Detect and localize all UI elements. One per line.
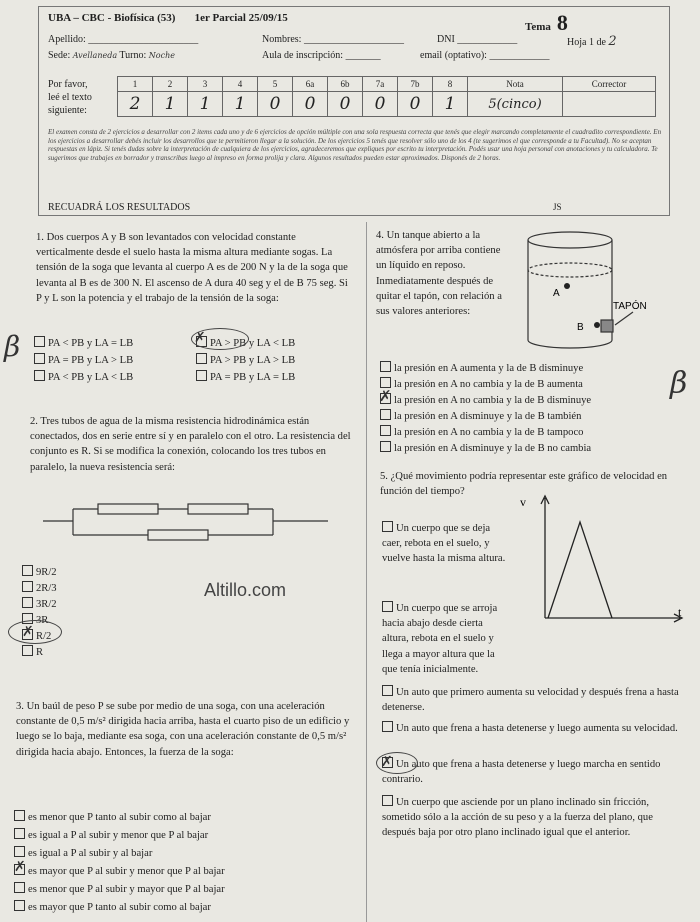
nombres-label: Nombres: ____________________ xyxy=(262,34,404,45)
q4-option-5[interactable]: la presión en A no cambia y la de B tampoco xyxy=(380,425,583,438)
velocity-time-graph xyxy=(510,490,690,630)
q4-option-1[interactable]: la presión en A aumenta y la de B disminuye xyxy=(380,361,583,374)
tank-diagram xyxy=(515,228,675,358)
q4-option-3[interactable]: la presión en A no cambia y la de B disminuye xyxy=(380,393,591,406)
q2-option-6[interactable]: R xyxy=(22,645,43,658)
q5-text: 5. ¿Qué movimiento podría representar este gráfico de velocidad en función del tiempo? xyxy=(380,471,668,498)
checkbox-icon xyxy=(382,795,393,806)
q5-option-1[interactable]: Un cuerpo que se deja caer, rebota en el suelo, y vuelve hasta la misma altura. xyxy=(382,523,506,565)
checkbox-icon xyxy=(14,810,25,821)
q3-option-5[interactable]: es menor que P al subir y mayor que P al bajar xyxy=(14,882,225,895)
answer-grid: 1 2 3 4 5 6a 6b 7a 7b 8 Nota Corrector 2 1 1 1 0 0 0 0 0 1 5(cinco) xyxy=(117,76,656,117)
q5-option-5[interactable]: Un auto que frena a hasta detenerse y luego marcha en sentido contrario. xyxy=(382,759,661,786)
q5-option-4[interactable]: Un auto que frena a hasta detenerse y luego aumenta su velocidad. xyxy=(382,721,682,736)
checkbox-icon xyxy=(22,597,33,608)
por-favor-note: Por favor, leé el texto siguiente: xyxy=(48,79,92,116)
q5-option-3[interactable]: Un auto que primero aumenta su velocidad y después frena a hasta detenerse. xyxy=(382,687,679,714)
checkbox-icon xyxy=(22,581,33,592)
q3-option-4[interactable]: es mayor que P al subir y menor que P al bajar xyxy=(14,864,225,877)
q5-option-2[interactable]: Un cuerpo que se arroja hacia abajo desde cierta altura, rebota en el suelo y llega a mayor altura que la que tenía inicialmente. xyxy=(382,603,498,675)
aula-label: Aula de inscripción: _______ xyxy=(262,50,381,61)
tema-number: 8 xyxy=(556,10,568,35)
circle-mark xyxy=(8,620,62,644)
checkbox-icon xyxy=(382,685,393,696)
checkmark-icon: ✗ xyxy=(379,387,392,405)
checkbox-icon xyxy=(22,565,33,576)
instructions: El examen consta de 2 ejercicios a desarrollar con 2 items cada uno y de 6 ejercicios de opción múltiple con una sola respuesta correcta que tenés que elegir marcando completamente el cuadradito correspondiente. En los ejercicios a desarrollar debés incluir los desarrollos que te permitieron llegar a la solución. De los ejercicios 5 tenés que resolver sólo uno de los 4 (te sugerimos el que corresponde a tu Facultad). No se aceptan respuestas en lápiz. Si tenés dudas sobre la interpretación de cualquiera de los ejercicios, agradeceremos que expliques por escrito tu interpretación. Podés usar una hoja personal con anotaciones y tu calculadora. Te sugerimos que trabajes en borrador y transcribas luego al impreso en forma prolija y clara. Algunos resultados pueden estar aproximados. Disponés de 2 horas. xyxy=(48,128,662,162)
q1-margin-grade: β xyxy=(4,330,21,363)
checkbox-icon xyxy=(380,441,391,452)
checkbox-icon xyxy=(14,900,25,911)
q2-option-3[interactable]: 3R/2 xyxy=(22,597,57,610)
checkmark-icon: ✗ xyxy=(22,624,34,640)
q3-option-1[interactable]: es menor que P tanto al subir como al bajar xyxy=(14,810,211,823)
axis-v-label: v xyxy=(520,495,526,509)
q2-option-5[interactable]: R/2 xyxy=(22,629,51,642)
circle-mark xyxy=(191,328,249,350)
q3-option-3[interactable]: es igual a P al subir y al bajar xyxy=(14,846,152,859)
q1-option-2[interactable]: PA > PB y LA < LB xyxy=(196,336,295,349)
q2-text: 2. Tres tubos de agua de la misma resistencia hidrodinámica están conectados, dos en serie entre sí y en paralelo con el otro. La resistencia del conjunto es R. Si se modifica la conexión, colocando los tres tubos en paralelo, la nueva resistencia será: xyxy=(30,416,351,473)
q2-option-2[interactable]: 2R/3 xyxy=(22,581,57,594)
tube-circuit-diagram xyxy=(38,497,338,547)
q1-option-3[interactable]: PA = PB y LA > LB xyxy=(34,353,133,366)
checkmark-icon: ✗ xyxy=(381,754,393,770)
checkbox-icon xyxy=(382,601,393,612)
q2-option-1[interactable]: 9R/2 xyxy=(22,565,57,578)
hoja-label: Hoja 1 de 2 xyxy=(567,34,617,49)
watermark: Altillo.com xyxy=(204,580,287,600)
q4-option-6[interactable]: la presión en A disminuye y la de B no cambia xyxy=(380,441,591,454)
checkbox-icon xyxy=(34,336,45,347)
checkbox-icon xyxy=(34,370,45,381)
q1-option-1[interactable]: PA < PB y LA = LB xyxy=(34,336,133,349)
js-initials: JS xyxy=(553,202,562,212)
axis-t-label: t xyxy=(678,605,682,619)
exam-title: UBA – CBC - Biofísica (53) 1er Parcial 25/09/15 xyxy=(48,12,288,24)
recuadra-note: RECUADRÁ LOS RESULTADOS xyxy=(48,202,191,213)
checkbox-icon xyxy=(380,361,391,372)
checkbox-icon xyxy=(14,882,25,893)
checkbox-icon xyxy=(196,353,207,364)
q4-text: 4. Un tanque abierto a la atmósfera por arriba contiene un líquido en reposo. Inmediatamente después de quitar el tapón, con relación a sus valores anteriores: xyxy=(376,230,502,318)
q3-text: 3. Un baúl de peso P se sube por medio de una soga, con una aceleración constante de 0,5 m/s² dirigida hacia arriba, hasta el cuarto piso de un edificio y luego se lo baja, mediante esa soga, con una aceleración constante de 0,5 m/s² dirigida hacia abajo. Entonces, la fuerza de la soga: xyxy=(16,701,350,758)
email-label: email (optativo): ____________ xyxy=(420,50,550,61)
q1-text: 1. Dos cuerpos A y B son levantados con velocidad constante verticalmente desde el suelo hasta la misma altura mediante sogas. La tensión de la soga que levanta al cuerpo A es de 200 N y la de la soga que levanta al B es de 300 N. El ascenso de A dura 40 seg y el de B 75 seg. Si P y L son la potencia y el trabajo de la tensión de la soga: xyxy=(36,232,348,304)
checkbox-icon xyxy=(34,353,45,364)
label-b: B xyxy=(577,322,584,333)
apellido-label: Apellido: ______________________ xyxy=(48,34,199,45)
sede-label: Sede: Avellaneda Turno: Noche xyxy=(48,50,175,61)
q3-option-2[interactable]: es igual a P al subir y menor que P al bajar xyxy=(14,828,208,841)
checkbox-icon xyxy=(22,645,33,656)
checkmark-icon: ✗ xyxy=(194,330,206,346)
circle-mark xyxy=(376,752,418,774)
q1-option-6[interactable]: PA = PB y LA = LB xyxy=(196,370,295,383)
column-divider xyxy=(366,222,367,922)
checkbox-icon xyxy=(380,425,391,436)
checkbox-icon xyxy=(14,828,25,839)
q4-option-2[interactable]: la presión en A no cambia y la de B aumenta xyxy=(380,377,583,390)
q2-option-4[interactable]: 3R xyxy=(22,613,48,626)
q1-option-5[interactable]: PA < PB y LA < LB xyxy=(34,370,133,383)
checkmark-icon: ✗ xyxy=(14,859,26,875)
tema-label: Tema 8 xyxy=(525,10,568,35)
checkbox-icon xyxy=(382,521,393,532)
label-a: A xyxy=(553,288,560,299)
q3-option-6[interactable]: es mayor que P tanto al subir como al bajar xyxy=(14,900,211,913)
q5-option-6[interactable]: Un cuerpo que asciende por un plano inclinado sin fricción, sometido sólo a la acción de su peso y a la fuerza del plano, que después baja por otro plano inclinado igual que el anterior. xyxy=(382,797,653,839)
checkbox-icon xyxy=(14,846,25,857)
q4-option-4[interactable]: la presión en A disminuye y la de B también xyxy=(380,409,581,422)
q4-margin-grade: β xyxy=(670,366,688,401)
q1-option-4[interactable]: PA > PB y LA > LB xyxy=(196,353,295,366)
checkbox-icon xyxy=(382,721,393,732)
checkbox-icon xyxy=(196,370,207,381)
label-tapon: TAPÓN xyxy=(613,301,647,312)
checkbox-icon xyxy=(380,409,391,420)
dni-label: DNI ____________ xyxy=(437,34,518,45)
